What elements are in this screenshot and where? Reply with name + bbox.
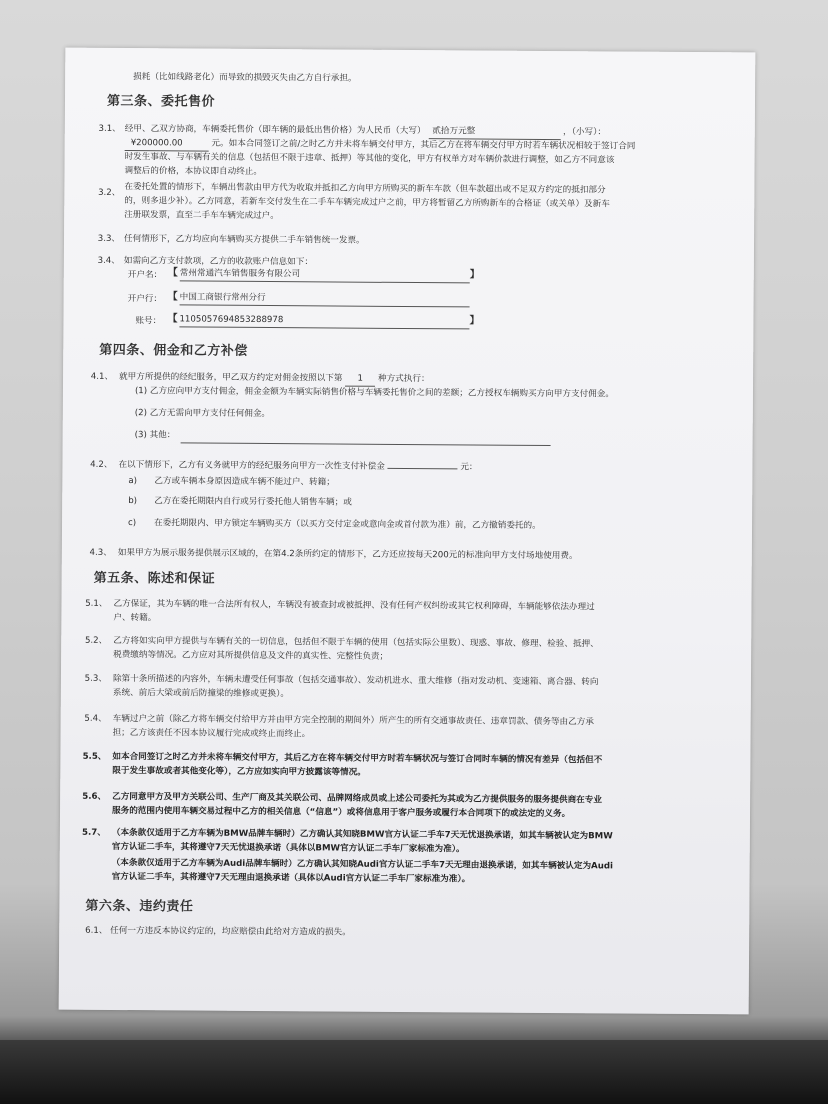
clause-number: 5.1、 (85, 598, 108, 609)
clause-5-7-line1: （本条款仅适用于乙方车辆为BMW品牌车辆时）乙方确认其知晓BMW官方认证二手车7天无忧退换承诺，如其车辆被认定为BMW (111, 827, 613, 842)
clause-number: 5.5、 (82, 751, 107, 762)
clause-number: 5.4、 (84, 713, 107, 724)
clause-number: 4.2、 (90, 459, 113, 470)
option-1: (1) 乙方应向甲方支付佣金，佣金金额为车辆实际销售价格与车辆委托售价之间的差额；乙方授权车辆购买方向甲方支付佣金。 (134, 386, 614, 400)
clause-4-1: 就甲方所提供的经纪服务，甲乙双方约定对佣金按照以下第 1 种方式执行： (119, 370, 430, 387)
clause-5-4-line2: 担；乙方该责任不因本协议履行完成或终止而终止。 (112, 727, 311, 740)
section-4-title: 第四条、佣金和乙方补偿 (99, 342, 248, 359)
bank-field: 中国工商银行常州分行 (180, 290, 470, 307)
clause-3-3: 任何情形下，乙方均应向车辆购买方提供二手车销售统一发票。 (123, 234, 365, 246)
contract-page (59, 48, 756, 1015)
option-3: (3) 其他： (134, 430, 176, 441)
intro-line: 损耗（比如线路老化）而导致的损毁灭失由乙方自行承担。 (133, 72, 357, 84)
bracket-open: 【 (167, 313, 178, 325)
bracket-open: 【 (167, 267, 178, 279)
clause-3-4: 如需向乙方支付款项，乙方的收款账户信息如下： (123, 256, 313, 268)
item-a: 乙方或车辆本身原因造成车辆不能过户、转籍； (154, 476, 335, 488)
item-a-label: a) (128, 476, 138, 487)
clause-3-1-line2: ¥200000.00 元。如本合同签订之前/之时乙方并未将车辆交付甲方，其后乙方在将车辆交付甲方时若车辆状况相较于签订合同 (125, 136, 636, 155)
clause-number: 4.3、 (89, 547, 112, 558)
clause-3-1-line3: 时发生事故、与车辆有关的信息（包括但不限于违章、抵押）等其他的变化，甲方有权单方对车辆价款进行调整，如乙方不同意该 (124, 152, 615, 166)
clause-number: 5.2、 (84, 635, 108, 646)
clause-number: 4.1、 (90, 371, 114, 382)
section-3-title: 第三条、委托售价 (106, 93, 216, 110)
clause-5-7-line2: 官方认证二手车，其将遵守7天无忧退换承诺（具体以BMW官方认证二手车厂家标准为准）。 (111, 841, 465, 855)
item-c: 在委托期限内、甲方锁定车辆购买方（以买方交付定金或意向金或首付款为准）前，乙方撤销委托的。 (154, 518, 541, 531)
clause-5-7-line4: 官方认证二手车，其将遵守7天无理由退换承诺（具体以Audi官方认证二手车厂家标准为准）。 (111, 871, 471, 885)
clause-5-2-line2: 税费缴纳等情况。乙方应对其所提供信息及文件的真实性、完整性负责； (113, 649, 389, 662)
desk-shadow (0, 1040, 828, 1104)
clause-3-2-line2: 的，则多退少补）。乙方同意，若新车交付发生在二手车车辆完成过户之前，甲方将暂留乙方所购新车的合格证（或关单）及新车 (124, 196, 610, 210)
clause-number: 5.3、 (84, 673, 107, 684)
clause-3-2-line3: 注册联发票，直至二手车车辆完成过户。 (124, 210, 279, 222)
clause-5-1-line2: 户、转籍。 (113, 612, 157, 624)
clause-5-5-line1: 如本合同签订之时乙方并未将车辆交付甲方，其后乙方在将车辆交付甲方时若车辆状况与签订合同时车辆的情况有差异（包括但不 (112, 751, 603, 766)
bracket-close: 】 (469, 315, 480, 327)
option-2: (2) 乙方无需向甲方支付任何佣金。 (134, 408, 271, 420)
account-no-label: 账号： (135, 316, 162, 327)
section-6-title: 第六条、违约责任 (85, 898, 194, 915)
amount-in-words: 贰拾万元整 (428, 124, 560, 140)
clause-6-1: 6.1、 任何一方违反本协议约定的，均应赔偿由此给对方造成的损失。 (85, 925, 351, 938)
clause-number: 3.3、 (97, 233, 121, 244)
commission-option: 1 (345, 372, 375, 387)
clause-number: 3.4、 (97, 255, 120, 266)
compensation-blank (388, 468, 458, 469)
clause-3-1-line4: 调整后的价格，本协议即自动终止。 (124, 166, 263, 177)
section-5-title: 第五条、陈述和保证 (93, 570, 216, 587)
clause-5-5-line2: 限于发生事故或者其他变化等），乙方应如实向甲方披露该等情况。 (112, 765, 366, 778)
clause-3-2-line1: 在委托处置的情形下，车辆出售款由甲方代为收取并抵扣乙方向甲方所购买的新车车款（但车款超出或不足双方约定的抵扣部分 (124, 182, 606, 196)
clause-5-6-line1: 乙方同意甲方及甲方关联公司、生产厂商及其关联公司、品牌网络成员或上述公司委托为其或为乙方提供服务的服务提供商在专业 (112, 791, 603, 806)
clause-number: 5.7、 (82, 827, 106, 838)
account-name-label: 开户名： (127, 270, 163, 281)
clause-4-3: 如果甲方为展示服务提供展示区域的，在第4.2条所约定的情形下，乙方还应按每天200元的标准向甲方支付场地使用费。 (117, 547, 578, 562)
clause-number: 5.6、 (82, 791, 107, 802)
bank-label: 开户行： (127, 294, 163, 305)
clause-5-2-line1: 乙方将如实向甲方提供与车辆有关的一切信息，包括但不限于车辆的使用（包括实际公里数）、现惑、事故、修理、检验、抵押、 (113, 635, 599, 650)
clause-5-7-line3: （本条款仅适用于乙方车辆为Audi品牌车辆时）乙方确认其知晓Audi官方认证二手车7天无理由退换承诺，如其车辆被认定为Audi (111, 857, 613, 872)
bracket-open: 【 (167, 291, 178, 303)
clause-number: 3.1、 (98, 123, 121, 134)
clause-5-3-line1: 除第十条所描述的内容外，车辆未遭受任何事故（包括交通事故）、发动机进水、重大维修（指对发动机、变速箱、离合器、转向 (112, 673, 599, 688)
account-name-field: 常州常通汽车销售服务有限公司 (180, 266, 470, 283)
item-c-label: c) (128, 518, 137, 529)
option-3-blank (181, 428, 551, 446)
amount-in-figures: ¥200000.00 (125, 136, 209, 152)
clause-5-1-line1: 乙方保证，其为车辆的唯一合法所有权人，车辆没有被查封或被抵押、没有任何产权纠纷或其它权利障碍，车辆能够依法办理过 (113, 598, 595, 613)
bracket-close: 】 (469, 269, 480, 281)
clause-4-2: 在以下情形下，乙方有义务就甲方的经纪服务向甲方一次性支付补偿金 元： (118, 459, 478, 473)
clause-3-1: 经甲、乙双方协商，车辆委托售价（即车辆的最低出售价格）为人民币（大写） 贰拾万元整 ，（小写）： (125, 122, 606, 140)
clause-5-6-line2: 服务的范围内使用车辆交易过程中乙方的相关信息（“信息”）或将信息用于客户服务或履行本合同项下的或法定的义务。 (112, 805, 571, 820)
clause-number: 3.2、 (98, 187, 121, 198)
clause-5-3-line2: 系统、前后大梁或前后防撞梁的维修或更换）。 (112, 687, 290, 700)
clause-5-4-line1: 车辆过户之前（除乙方将车辆交付给甲方并由甲方完全控制的期间外）所产生的所有交通事故责任、违章罚款、债务等由乙方承 (112, 713, 594, 728)
item-b: 乙方在委托期限内自行或另行委托他人销售车辆；或 (154, 496, 352, 508)
account-no-field: 1105057694853288978 (179, 312, 469, 329)
item-b-label: b) (128, 496, 138, 507)
